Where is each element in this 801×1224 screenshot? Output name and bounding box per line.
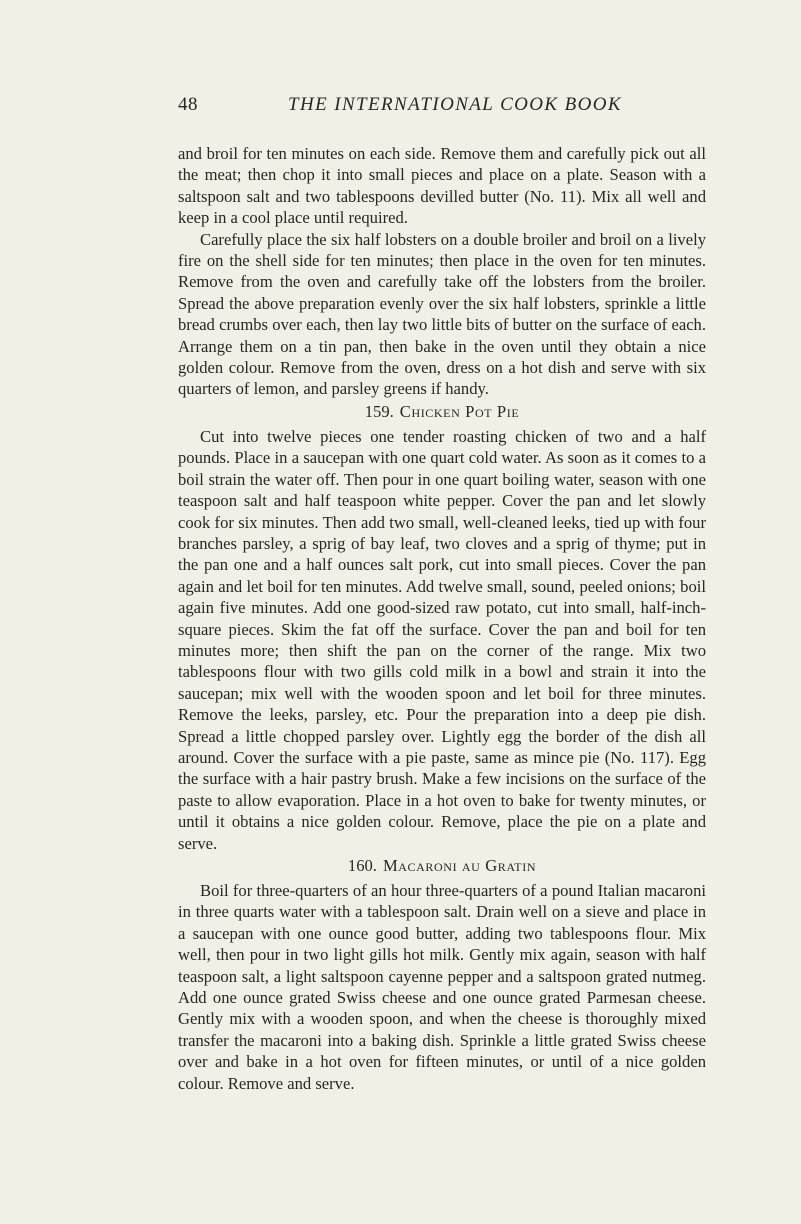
running-title: THE INTERNATIONAL COOK BOOK [288,94,622,115]
paragraph-continued: and broil for ten minutes on each side. Remove them and carefully pick out all the meat; then chop it into small pieces and place on a plate. Season with a saltspoon salt and two tablespoons devilled butter (No. 11). Mix all well and keep in a cool place until required. [178,144,706,228]
page-number: 48 [178,94,198,115]
running-header [178,94,708,120]
recipe-number: 159. [364,401,394,421]
recipe-title: Macaroni au Gratin [382,856,537,875]
recipe-body-160: Boil for three-quarters of an hour three-quarters of a pound Italian macaroni in three quarts water with a tablespoon salt. Drain well on a sieve and place in a saucepan with one ounce good butter, adding two tablespoons flour. Mix well, then pour in two light gills hot milk. Gently mix again, season with half teaspoon salt, a light saltspoon cayenne pepper and a saltspoon grated nutmeg. Add one ounce grated Swiss cheese and one ounce grated Parmesan cheese. Gently mix with a wooden spoon, and when the cheese is thoroughly mixed transfer the macaroni into a baking dish. Sprinkle a little grated Swiss cheese over and bake in a hot oven for fifteen minutes, or until of a nice golden colour. Remove and serve. [178,881,706,1093]
recipe-heading-160 [178,855,706,877]
recipe-number: 160. [347,856,377,875]
page-body [178,143,706,1094]
paragraph-lobster-method: Carefully place the six half lobsters on a double broiler and broil on a lively fire on the shell side for ten minutes; then place in the oven for ten minutes. Remove from the oven and carefully take off the lobsters from the broiler. Spread the above preparation evenly over the six half lobsters, sprinkle a little bread crumbs over each, then lay two little bits of butter on the surface of each. Arrange them on a tin pan, then bake in the oven until they obtain a nice golden colour. Remove from the oven, dress on a hot dish and serve with six quarters of lemon, and parsley greens if handy. [178,229,706,399]
recipe-body-159: Cut into twelve pieces one tender roasting chicken of two and a half pounds. Place in a saucepan with one quart cold water. As soon as it comes to a boil strain the water off. Then pour in one quart boiling water, season with one teaspoon salt and half teaspoon white pepper. Cover the pan and let slowly cook for six minutes. Then add two small, well-cleaned leeks, tied up with four branches parsley, a sprig of bay leaf, two cloves and a sprig of thyme; put in the pan one and a half ounces salt pork, cut into small pieces. Cover the pan again and let boil for ten minutes. Add twelve small, sound, peeled onions; boil again five minutes. Add one good-sized raw potato, cut into small, half-inch-square pieces. Skim the fat off the surface. Cover the pan and boil for ten minutes more; then shift the pan on the corner of the range. Mix two tablespoons flour with two gills cold milk in a bowl and strain it into the saucepan; mix well with the wooden spoon and let boil for three minutes. Remove the leeks, parsley, etc. Pour the preparation into a deep pie dish. Spread a little chopped parsley over. Lightly egg the border of the dish all around. Cover the surface with a pie paste, same as mince pie (No. 117). Egg the surface with a hair pastry brush. Make a few incisions on the surface of the paste to allow evaporation. Place in a hot oven to bake for twenty minutes, or until it obtains a nice golden colour. Remove, place the pie on a plate and serve. [178,426,706,853]
recipe-title: Chicken Pot Pie [399,401,520,421]
recipe-heading-159 [178,401,706,423]
